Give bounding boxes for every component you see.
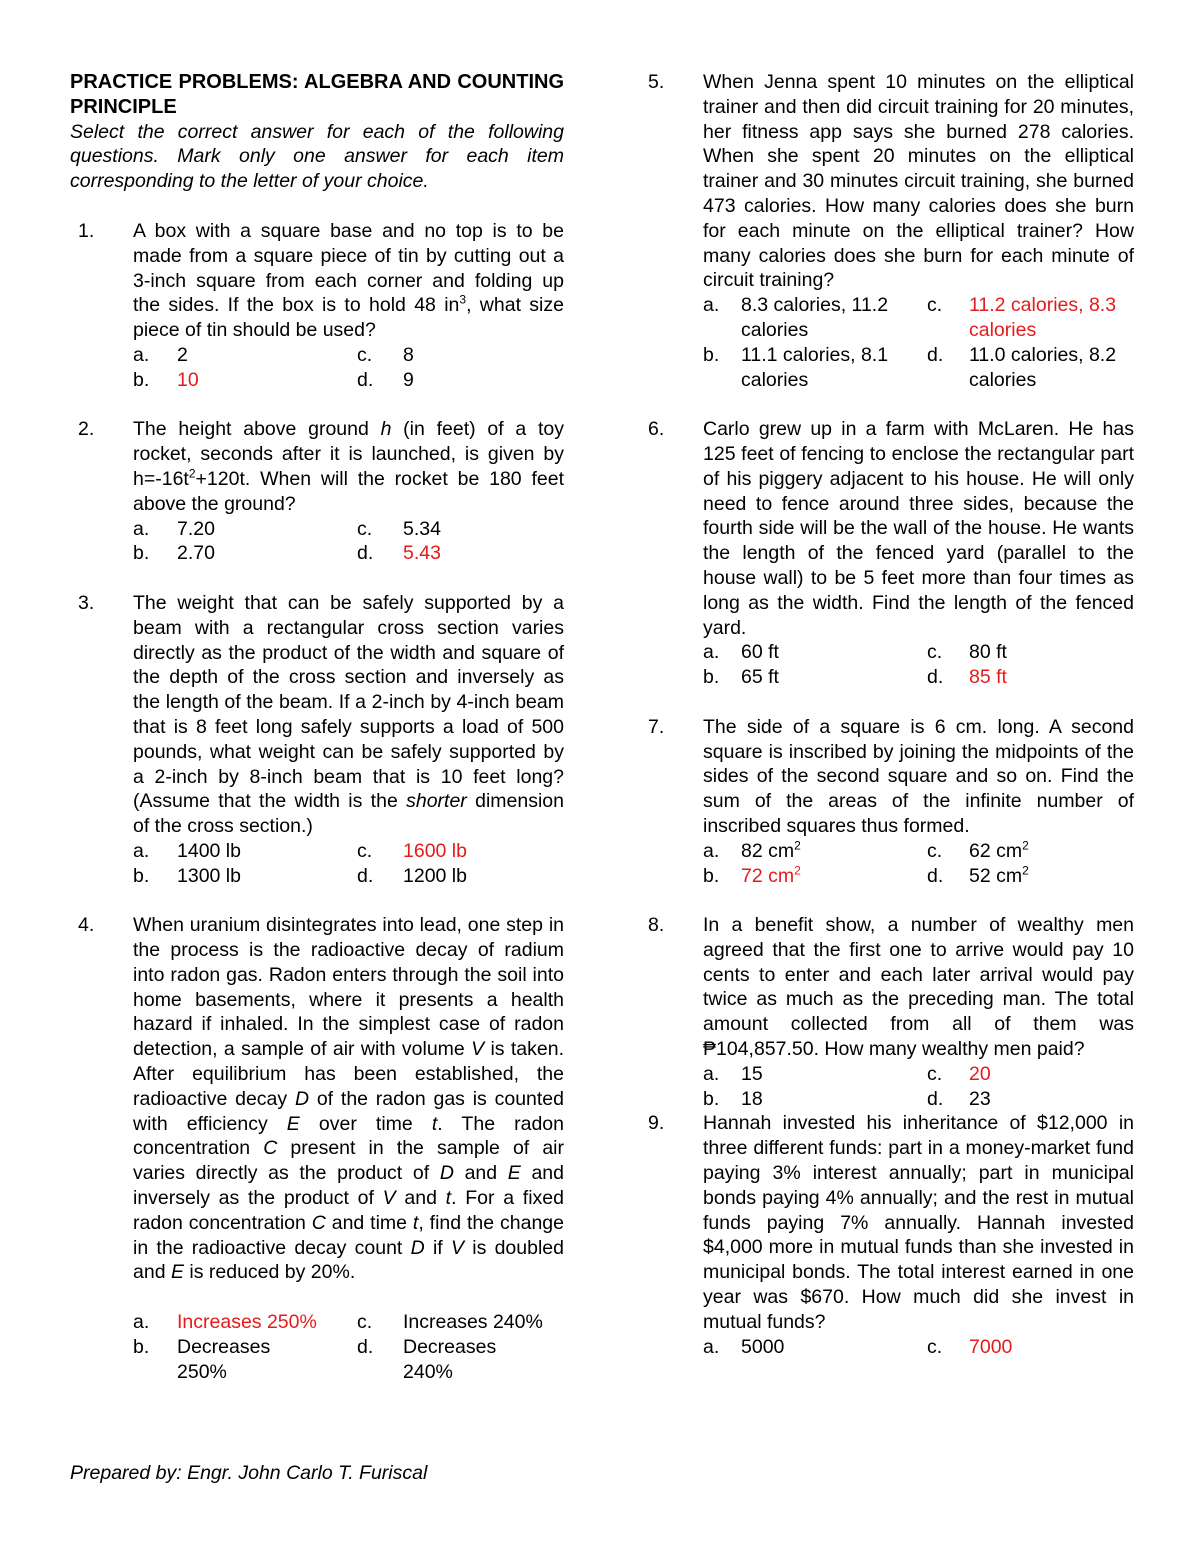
choice-value: 23 [969,1087,991,1110]
question-1 [70,219,564,393]
choice-letter: c. [357,517,373,540]
choice-value: 1300 lb [177,864,241,887]
choice-list [133,517,564,567]
choice-letter: b. [133,542,150,565]
choice-letter: d. [357,368,374,391]
choice-value: 2 [177,343,188,366]
choice-value: 5.34 [403,517,441,540]
choice-letter: b. [133,368,150,391]
choice-letter: b. [703,343,720,366]
question-7 [640,715,1134,889]
choice-list [133,1310,564,1384]
choice-value: 18 [741,1087,763,1110]
question-number: 8. [648,914,665,937]
question-text: The weight that can be safely supported by a beam with a rectangular cross section varies directly as the product of the width and square of the depth of the cross section and inversely as the length of the beam. If a 2-inch by 4-inch beam that is 8 feet long safely supports a load of 500 pounds, what weight can be safely supported by a 2-inch by 8-inch beam that is 10 feet long? (Assume that the width is the shorter dimension of the cross section.) [133,591,564,838]
question-number: 9. [648,1112,665,1135]
choice-letter: a. [703,839,720,862]
question-3 [70,591,564,889]
correct-answer: 7000 [969,1335,1013,1358]
page-title: PRACTICE PROBLEMS: ALGEBRA AND COUNTING PRINCIPLE [70,71,564,118]
choice-value: 5000 [741,1335,785,1358]
choice-letter: a. [133,1311,150,1334]
question-number: 3. [78,591,95,614]
correct-answer: 10 [177,368,199,391]
question-6 [640,417,1134,690]
choice-letter: c. [927,839,943,862]
choice-list [133,343,564,393]
question-number: 4. [78,914,95,937]
choice-list [703,1062,1134,1112]
choice-letter: d. [927,666,944,689]
left-column [70,70,564,1409]
choice-letter: d. [357,1335,374,1358]
choice-value: 82 $cm^2$ [741,838,801,862]
right-column [640,70,1134,1359]
choice-letter: d. [927,1087,944,1110]
choice-letter: b. [703,1087,720,1110]
choice-letter: a. [133,343,150,366]
question-text: Carlo grew up in a farm with McLaren. He has 125 feet of fencing to enclose the rectangular part of his piggery adjacent to his house. He will only need to fence around three sides, because the fourth side will be the wall of the house. He wants the length of the fenced yard (parallel to the house wall) to be 5 feet more than four times as long as the width. Find the length of the fenced yard. [703,418,1134,639]
choice-letter: d. [927,864,944,887]
question-8 [640,913,1134,1111]
choice-value: 52 $cm^2$ [969,863,1029,887]
question-9 [640,1111,1134,1359]
choice-value: 11.1 calories, 8.1 calories [741,343,889,391]
correct-answer: 1600 lb [403,839,467,862]
question-number: 1. [78,219,95,242]
correct-answer: 5.43 [403,542,441,565]
correct-answer: Increases 250% [177,1311,317,1334]
choice-value: 1200 lb [403,864,467,887]
question-text: The side of a square is 6 cm. long. A second square is inscribed by joining the midpoints of the sides of the second square and so on. Find the sum of the areas of the infinite number of inscribed squares thus formed. [703,715,1134,837]
choice-letter: d. [927,343,944,366]
choice-value: Decreases 250% [177,1335,271,1383]
correct-answer: 20 [969,1062,991,1085]
question-text: A box with a square base and no top is to be made from a square piece of tin by cutting out a 3-inch square from each corner and folding up the sides. If the box is to hold 48 $in^3$, what size piece of tin should be used? [133,219,564,342]
choice-letter: a. [703,1062,720,1085]
choice-value: 7.20 [177,517,215,540]
choice-list [703,293,1134,392]
choice-value: 65 ft [741,666,779,689]
choice-list [133,839,564,889]
choice-letter: a. [703,1335,720,1358]
choice-letter: c. [927,1062,943,1085]
question-number: 5. [648,71,665,93]
choice-value: 15 [741,1062,763,1085]
choice-list [703,1335,1134,1360]
question-4 [70,913,564,1384]
choice-letter: b. [703,666,720,689]
question-number: 6. [648,418,665,441]
correct-answer: 11.2 calories, 8.3 calories [969,294,1117,341]
choice-letter: c. [357,1311,373,1334]
question-5 [640,70,1134,392]
correct-answer: 72 $cm^2$ [741,863,801,887]
choice-value: 8 [403,343,414,366]
choice-letter: d. [357,542,374,565]
prepared-by: Prepared by: Engr. John Carlo T. Furiscal [70,1462,428,1484]
choice-value: 62 $cm^2$ [969,838,1029,862]
choice-value: 60 ft [741,641,779,664]
choice-letter: b. [133,864,150,887]
choice-value: 1400 lb [177,839,241,862]
question-text: When Jenna spent 10 minutes on the elliptical trainer and then did circuit training for 20 minutes, her fitness app says she burned 278 calories. When she spent 20 minutes on the elliptical trainer and 30 minutes circuit training, she burned 473 calories. How many calories does she burn for each minute on the elliptical trainer? How many calories does she burn for each minute of circuit training? [703,71,1134,292]
choice-list [703,640,1134,690]
choice-letter: c. [357,343,373,366]
choice-value: 80 ft [969,641,1007,664]
question-text: In a benefit show, a number of wealthy men agreed that the first one to arrive would pay 10 cents to enter and each later arrival would pay twice as much as the preceding man. The total amount collected from all of them was ₱104,857.50. How many wealthy men paid? [703,914,1134,1061]
question-text: The height above ground h (in feet) of a toy rocket, seconds after it is launched, is given by $h=-16t^2+120t$. When will the rocket be 180 feet above the ground? [133,418,564,515]
question-text: Hannah invested his inheritance of $12,000 in three different funds: part in a money-market fund paying 3% interest annually; part in municipal bonds paying 4% annually; and the rest in mutual funds paying 7% annually. Hannah invested $4,000 more in mutual funds than she invested in municipal bonds. The total interest earned in one year was $670. How much did she invest in mutual funds? [703,1112,1134,1333]
choice-value: 11.0 calories, 8.2 calories [969,343,1117,391]
question-text: When uranium disintegrates into lead, one step in the process is the radioactive decay of radium into radon gas. Radon enters through the soil into home basements, where it presents a health hazard if inhaled. In the simplest case of radon detection, a sample of air with volume V is taken. After equilibrium has been established, the radioactive decay D of the radon gas is counted with efficiency E over time t. The radon concentration C present in the sample of air varies directly as the product of D and E and inversely as the product of V and t. For a fixed radon concentration C and time t, find the change in the radioactive decay count D if V is doubled and E is reduced by 20%. [133,914,565,1284]
choice-letter: a. [133,517,150,540]
choice-letter: c. [357,839,373,862]
question-2 [70,417,564,566]
choice-value: 2.70 [177,542,215,565]
choice-letter: d. [357,864,374,887]
choice-value: 9 [403,368,414,391]
instructions: Select the correct answer for each of the following questions. Mark only one answer for each item corresponding to the letter of your choice. [70,120,564,193]
choice-letter: c. [927,1335,943,1358]
choice-letter: b. [133,1335,150,1358]
question-number: 7. [648,715,665,738]
choice-letter: a. [133,839,150,862]
question-number: 2. [78,418,95,441]
choice-value: Decreases 240% [403,1335,497,1383]
choice-value: 8.3 calories, 11.2 calories [741,294,889,341]
choice-letter: b. [703,864,720,887]
choice-value: Increases 240% [403,1311,543,1334]
choice-list [703,839,1134,889]
correct-answer: 85 ft [969,666,1007,689]
choice-letter: a. [703,641,720,664]
choice-letter: a. [703,294,720,317]
choice-letter: c. [927,641,943,664]
choice-letter: c. [927,294,943,317]
